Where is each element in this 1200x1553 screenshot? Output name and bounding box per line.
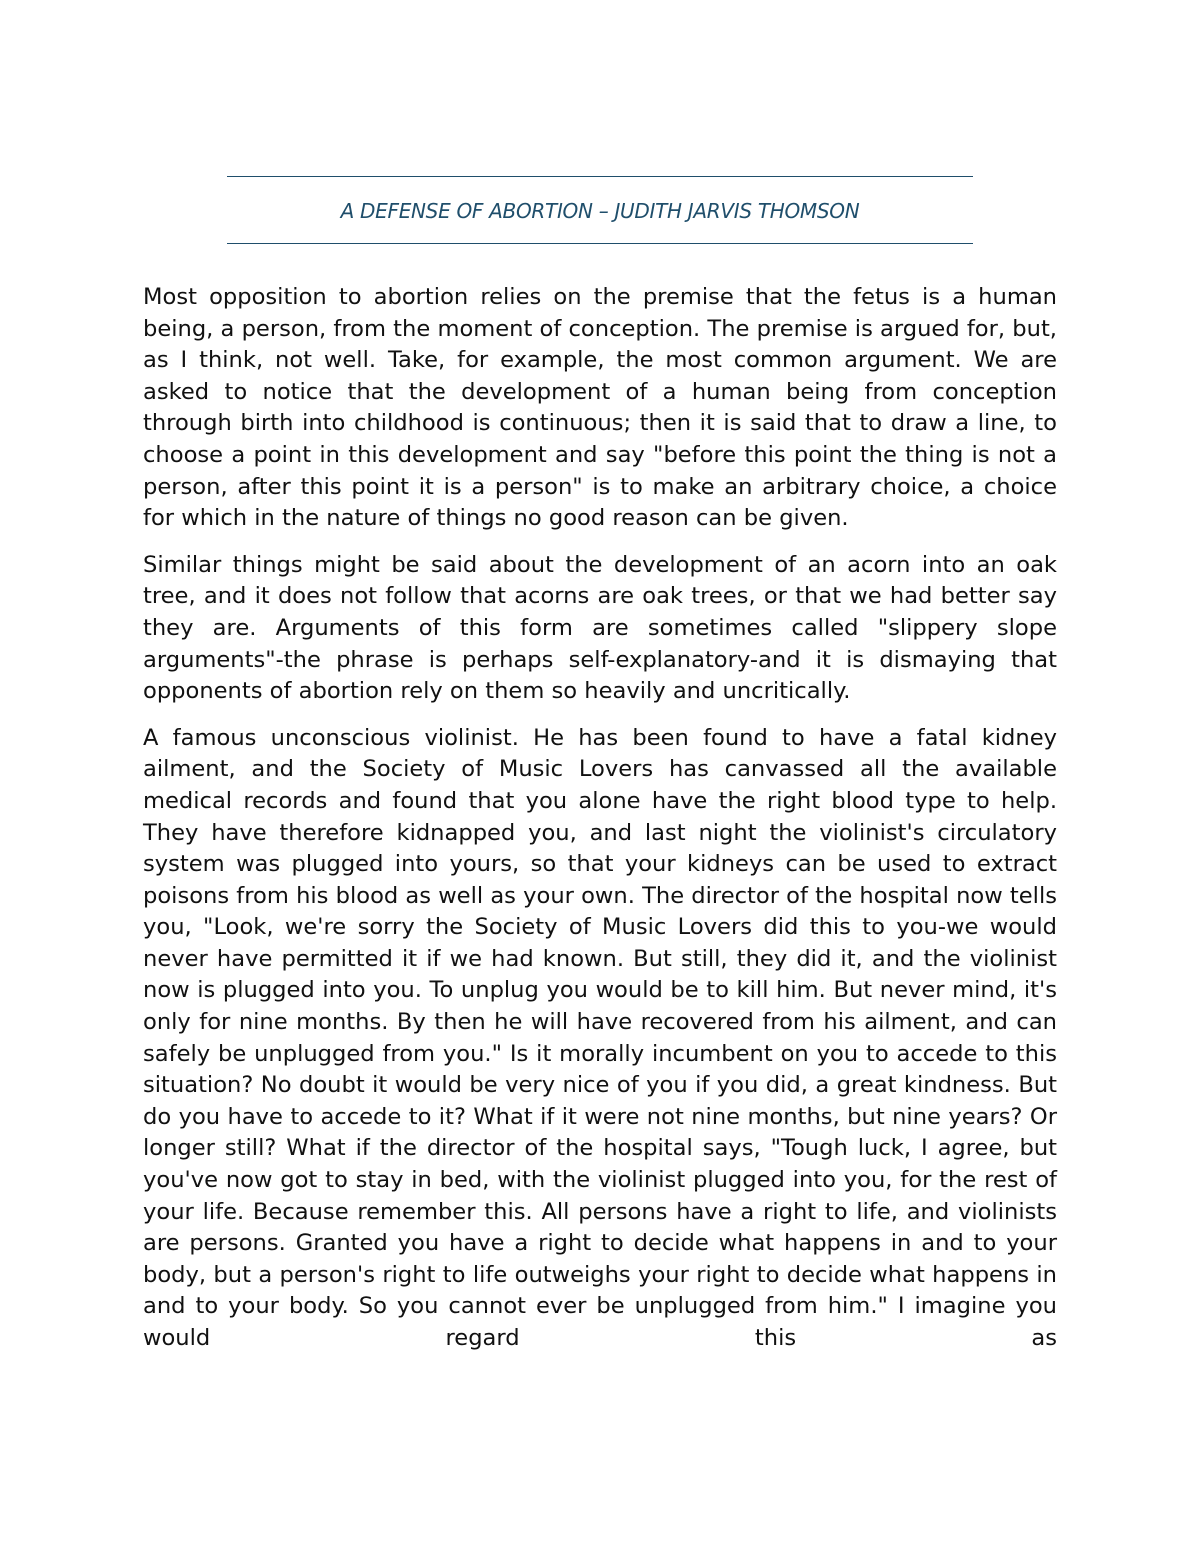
title-block bbox=[227, 176, 973, 244]
title-rule-bottom bbox=[227, 243, 973, 244]
paragraph-3: A famous unconscious violinist. He has been found to have a fatal kidney ailment, and the Society of Music Lovers has canvassed all the available medical records and found that you alone have the right blood type to help. They have therefore kidnapped you, and last night the violinist's circulatory system was plugged into yours, so that your kidneys can be used to extract poisons from his blood as well as your own. The director of the hospital now tells you, "Look, we're sorry the Society of Music Lovers did this to you-we would never have permitted it if we had known. But still, they did it, and the violinist now is plugged into you. To unplug you would be to kill him. But never mind, it's only for nine months. By then he will have recovered from his ailment, and can safely be unplugged from you." Is it morally incumbent on you to accede to this situation? No doubt it would be very nice of you if you did, a great kindness. But do you have to accede to it? What if it were not nine months, but nine years? Or longer still? What if the director of the hospital says, "Tough luck, I agree, but you've now got to stay in bed, with the violinist plugged into you, for the rest of your life. Because remember this. All persons have a right to life, and violinists are persons. Granted you have a right to decide what happens in and to your body, but a person's right to life outweighs your right to decide what happens in and to your body. So you cannot ever be unplugged from him." I imagine you would regard this as bbox=[143, 724, 1057, 1351]
document-title: A DEFENSE OF ABORTION – JUDITH JARVIS THOMSON bbox=[340, 199, 860, 223]
paragraph-2: Similar things might be said about the development of an acorn into an oak tree, and it does not follow that acorns are oak trees, or that we had better say they are. Arguments of this form are sometimes called "slippery slope arguments"-the phrase is perhaps self-explanatory-and it is dismaying that opponents of abortion rely on them so heavily and uncritically. bbox=[143, 551, 1057, 705]
document-body bbox=[143, 282, 1057, 1370]
paragraph-1: Most opposition to abortion relies on the premise that the fetus is a human being, a person, from the moment of conception. The premise is argued for, but, as I think, not well. Take, for example, the most common argument. We are asked to notice that the development of a human being from conception through birth into childhood is continuous; then it is said that to draw a line, to choose a point in this development and say "before this point the thing is not a person, after this point it is a person" is to make an arbitrary choice, a choice for which in the nature of things no good reason can be given. bbox=[143, 284, 1057, 532]
